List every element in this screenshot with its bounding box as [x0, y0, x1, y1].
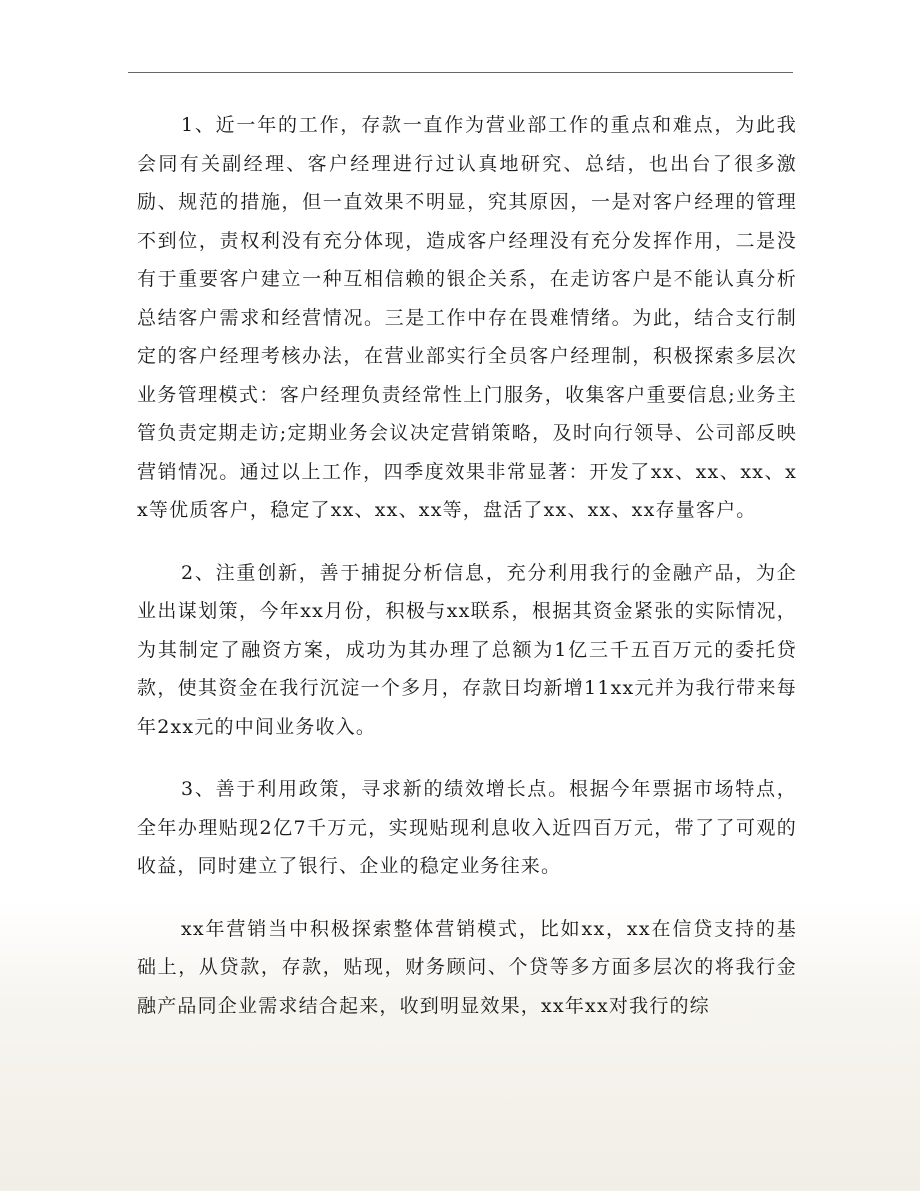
paragraph-3: 3、善于利用政策，寻求新的绩效增长点。根据今年票据市场特点，全年办理贴现2亿7千万元，实现贴现利息收入近四百万元，带了了可观的收益，同时建立了银行、企业的稳定业务往来。 [137, 778, 797, 877]
paragraph-4: xx年营销当中积极探索整体营销模式，比如xx，xx在信贷支持的基础上，从贷款，存款，贴现，财务顾问、个贷等多方面多层次的将我行金融产品同企业需求结合起来，收到明显效果，xx年xx对我行的综 [137, 917, 797, 1017]
paragraph-1: 1、近一年的工作，存款一直作为营业部工作的重点和难点，为此我会同有关副经理、客户经理进行过认真地研究、总结，也出台了很多激励、规范的措施，但一直效果不明显，究其原因，一是对客户经理的管理不到位，责权利没有充分体现，造成客户经理没有充分发挥作用，二是没有于重要客户建立一种互相信赖的银企关系，在走访客户是不能认真分析总结客户需求和经营情况。三是工作中存在畏难情绪。为此，结合支行制定的客户经理考核办法，在营业部实行全员客户经理制，积极探索多层次业务管理模式：客户经理负责经常性上门服务，收集客户重要信息;业务主管负责定期走访;定期业务会议决定营销策略，及时向行领导、公司部反映营销情况。通过以上工作，四季度效果非常显著：开发了xx、xx、xx、xx等优质客户，稳定了xx、xx、xx等，盘活了xx、xx、xx存量客户。 [137, 114, 797, 521]
header-rule [128, 72, 793, 73]
paragraph-2: 2、注重创新，善于捕捉分析信息，充分利用我行的金融产品，为企业出谋划策，今年xx月份，积极与xx联系，根据其资金紧张的实际情况，为其制定了融资方案，成功为其办理了总额为1亿三千五百万元的委托贷款，使其资金在我行沉淀一个多月，存款日均新增11xx元并为我行带来每年2xx元的中间业务收入。 [137, 561, 797, 738]
document-body [137, 106, 797, 1049]
